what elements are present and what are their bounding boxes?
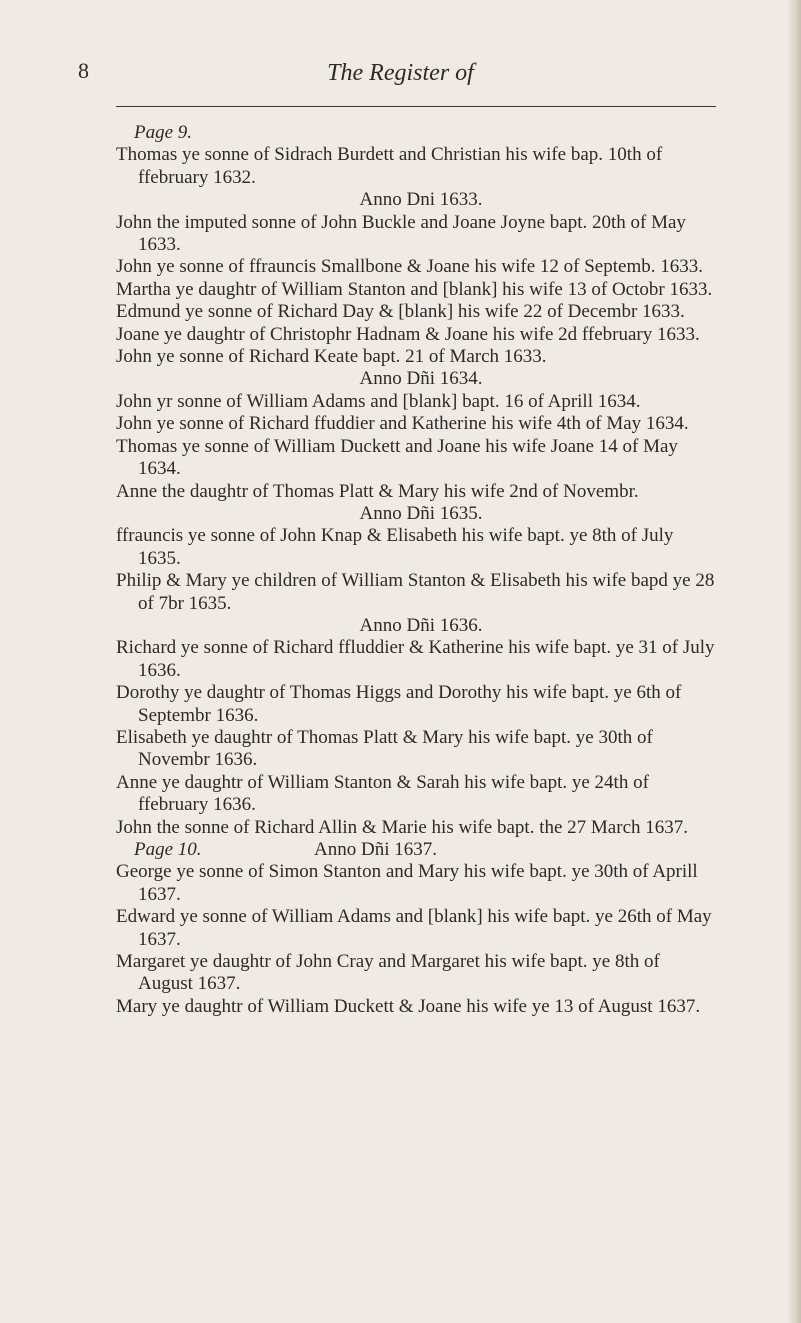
- baptism-entry: Edmund ye sonne of Richard Day & [blank] his wife 22 of Decembr 1633.: [116, 301, 685, 323]
- baptism-entry: Thomas ye sonne of Sidrach Burdett and Christian his wife bap. 10th of ffebruary 1632.: [116, 144, 663, 188]
- page-reference-line: [116, 839, 716, 861]
- baptism-entry: Anne ye daughtr of William Stanton & Sarah his wife bapt. ye 24th of ffebruary 1636.: [116, 771, 649, 816]
- baptism-entry: Joane ye daughtr of Christophr Hadnam & Joane his wife 2d ffebruary 1633.: [116, 323, 700, 345]
- baptism-entry: Philip & Mary ye children of William Stanton & Elisabeth his wife bapd ye 28 of 7br 1635.: [116, 570, 715, 614]
- baptism-entry: Dorothy ye daughtr of Thomas Higgs and Dorothy his wife bapt. ye 6th of Septembr 1636.: [116, 682, 682, 726]
- baptism-entry: Edward ye sonne of William Adams and [blank] his wife bapt. ye 26th of May 1637.: [116, 906, 712, 950]
- baptism-entry: Martha ye daughtr of William Stanton and [blank] his wife 13 of Octobr 1633.: [116, 278, 713, 300]
- baptism-entry: Anne the daughtr of Thomas Platt & Mary his wife 2nd of Novembr.: [116, 480, 639, 502]
- year-heading: Anno Dñi 1635.: [359, 502, 483, 524]
- register-entries: [116, 122, 716, 1018]
- page-header: [0, 0, 801, 110]
- baptism-entry: John ye sonne of Richard ffuddier and Katherine his wife 4th of May 1634.: [116, 413, 689, 435]
- baptism-entry: John yr sonne of William Adams and [blank] bapt. 16 of Aprill 1634.: [116, 390, 641, 412]
- baptism-entry: Margaret ye daughtr of John Cray and Margaret his wife bapt. ye 8th of August 1637.: [116, 951, 660, 995]
- baptism-entry: Richard ye sonne of Richard ffluddier & Katherine his wife bapt. ye 31 of July 1636.: [116, 637, 715, 681]
- year-heading: Anno Dñi 1637.: [314, 839, 437, 860]
- header-rule: [116, 106, 716, 107]
- running-title: The Register of: [327, 60, 474, 86]
- baptism-entry: John ye sonne of Richard Keate bapt. 21 of March 1633.: [116, 346, 547, 368]
- baptism-entry: Elisabeth ye daughtr of Thomas Platt & Mary his wife bapt. ye 30th of Novembr 1636.: [116, 726, 653, 771]
- baptism-entry: ffrauncis ye sonne of John Knap & Elisabeth his wife bapt. ye 8th of July 1635.: [116, 525, 674, 569]
- year-heading: Anno Dñi 1634.: [359, 368, 483, 390]
- baptism-entry: John the sonne of Richard Allin & Marie his wife bapt. the 27 March 1637.: [116, 816, 689, 838]
- baptism-entry: George ye sonne of Simon Stanton and Mary his wife bapt. ye 30th of Aprill 1637.: [116, 861, 698, 905]
- page-edge-shadow: [787, 0, 801, 1323]
- baptism-entry: Mary ye daughtr of William Duckett & Joane his wife ye 13 of August 1637.: [116, 995, 701, 1017]
- year-heading: Anno Dni 1633.: [359, 189, 483, 211]
- year-heading: Anno Dñi 1636.: [359, 614, 483, 636]
- baptism-entry: John ye sonne of ffrauncis Smallbone & Joane his wife 12 of Septemb. 1633.: [116, 256, 703, 278]
- baptism-entry: John the imputed sonne of John Buckle and Joane Joyne bapt. 20th of May 1633.: [116, 211, 686, 256]
- page-reference: Page 9.: [134, 122, 193, 143]
- page-number: 8: [78, 58, 89, 83]
- page-reference: Page 10.: [134, 839, 202, 860]
- baptism-entry: Thomas ye sonne of William Duckett and Joane his wife Joane 14 of May 1634.: [116, 435, 678, 480]
